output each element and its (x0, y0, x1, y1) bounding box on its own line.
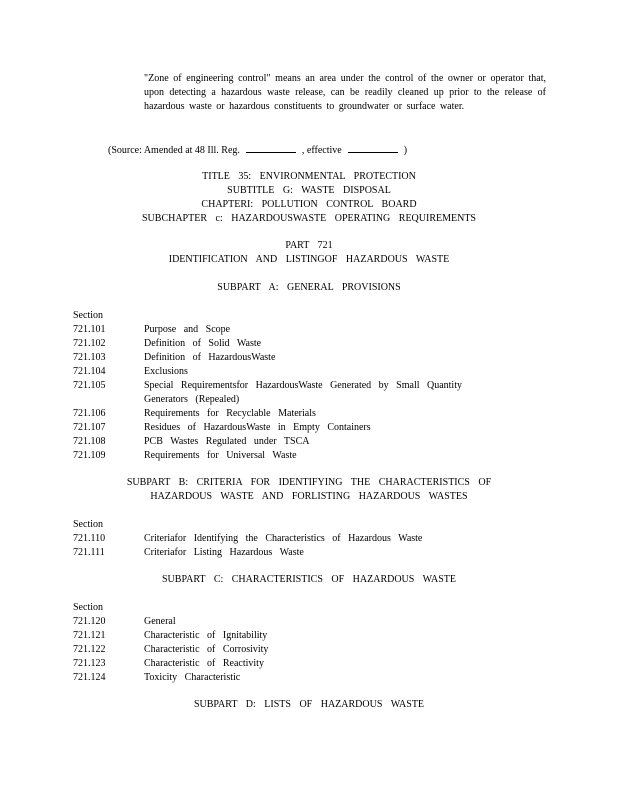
section-number: 721.103 (73, 352, 106, 363)
heading-title: TITLE 35: ENVIRONMENTAL PROTECTION (202, 171, 416, 182)
list-item (73, 629, 533, 643)
section-number: 721.122 (73, 644, 106, 655)
section-number: 721.124 (73, 672, 106, 683)
list-item (73, 435, 533, 449)
subpart-b-title-line1: SUBPART B: CRITERIA FOR IDENTIFYING THE CHARACTERISTICS OF (126, 477, 492, 488)
section-label: Section (73, 310, 103, 321)
section-title: Characteristic of Ignitability (144, 630, 268, 641)
definition-paragraph: "Zone of engineering control" means an area under the control of the owner or operator that, upon detecting a hazardous waste release, can be readily cleaned up prior to the release of hazardous waste or hazardous constituents to groundwater or surface water. (144, 73, 546, 112)
list-item (73, 407, 533, 421)
section-title: Special Requirementsfor HazardousWaste Generated by Small Quantity (144, 380, 462, 391)
list-item (73, 421, 533, 435)
list-item (73, 671, 533, 685)
section-number: 721.102 (73, 338, 106, 349)
list-item (73, 643, 533, 657)
section-number: 721.109 (73, 450, 106, 461)
section-number: 721.123 (73, 658, 106, 669)
section-number: 721.105 (73, 380, 106, 391)
section-title: General (144, 616, 176, 627)
list-item (73, 365, 533, 379)
section-title: PCB Wastes Regulated under TSCA (144, 436, 310, 447)
subpart-a-title: SUBPART A: GENERAL PROVISIONS (217, 282, 401, 293)
section-title-continuation: Generators (Repealed) (144, 394, 240, 405)
section-number: 721.121 (73, 630, 106, 641)
source-note (108, 143, 468, 158)
section-title: Purpose and Scope (144, 324, 231, 335)
section-label: Section (73, 519, 103, 530)
source-prefix: (Source: Amended at 48 Ill. Reg. (108, 145, 240, 156)
section-title: Exclusions (144, 366, 188, 377)
list-item (73, 546, 533, 560)
heading-chapter: CHAPTERI: POLLUTION CONTROL BOARD (201, 199, 417, 210)
source-effective: , effective (301, 145, 342, 156)
section-title: Criteriafor Identifying the Characteristics of Hazardous Waste (144, 533, 423, 544)
part-title: IDENTIFICATION AND LISTINGOF HAZARDOUS WASTE (168, 254, 450, 265)
section-number: 721.107 (73, 422, 106, 433)
subpart-c-title: SUBPART C: CHARACTERISTICS OF HAZARDOUS WASTE (162, 574, 456, 585)
subpart-c-toc (73, 601, 533, 685)
section-number: 721.108 (73, 436, 106, 447)
subpart-b-toc (73, 518, 533, 560)
heading-subchapter: SUBCHAPTER c: HAZARDOUSWASTE OPERATING REQUIREMENTS (141, 213, 476, 224)
section-number: 721.101 (73, 324, 106, 335)
section-title: Criteriafor Listing Hazardous Waste (144, 547, 304, 558)
list-item (73, 449, 533, 463)
section-title: Requirements for Universal Waste (144, 450, 297, 461)
title-heading (0, 170, 618, 226)
list-item (73, 351, 533, 365)
list-item (73, 532, 533, 546)
blank-line (246, 143, 296, 153)
list-item (73, 323, 533, 337)
list-item (73, 337, 533, 351)
blank-line (348, 143, 398, 153)
section-number: 721.106 (73, 408, 106, 419)
section-title: Requirements for Recyclable Materials (144, 408, 316, 419)
section-title: Characteristic of Corrosivity (144, 644, 269, 655)
section-number: 721.104 (73, 366, 106, 377)
subpart-b-title (0, 476, 618, 504)
section-title: Residues of HazardousWaste in Empty Containers (144, 422, 371, 433)
subpart-d-title: SUBPART D: LISTS OF HAZARDOUS WASTE (193, 699, 425, 710)
subpart-a-toc (73, 309, 533, 463)
source-suffix: ) (403, 145, 408, 156)
section-title: Definition of Solid Waste (144, 338, 262, 349)
section-title: Toxicity Characteristic (144, 672, 241, 683)
list-item (73, 657, 533, 671)
section-label: Section (73, 602, 103, 613)
list-item (73, 379, 533, 393)
section-number: 721.110 (73, 533, 106, 544)
part-number: PART 721 (285, 240, 333, 251)
list-item (73, 615, 533, 629)
section-number: 721.120 (73, 616, 106, 627)
section-number: 721.111 (73, 547, 105, 558)
section-title: Characteristic of Reactivity (144, 658, 264, 669)
heading-subtitle: SUBTITLE G: WASTE DISPOSAL (227, 185, 391, 196)
subpart-b-title-line2: HAZARDOUS WASTE AND FORLISTING HAZARDOUS WASTES (150, 491, 468, 502)
section-title: Definition of HazardousWaste (144, 352, 276, 363)
part-heading (0, 239, 618, 267)
